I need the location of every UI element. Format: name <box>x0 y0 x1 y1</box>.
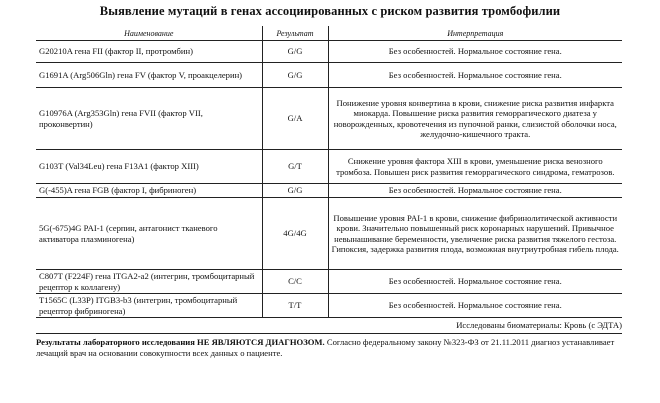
interpretation: Повышение уровня PAI-1 в крови, снижение фибринолитической активности крови. Значительно повышенный риск коронарных нарушений. Привычное невынашивание беременности, увеличение риска развития тяжелого гестоза. Гипоксия, задержка развития плода, возможная внутриутробная гибель плода. <box>328 198 622 270</box>
column-header-name: Наименование <box>36 26 262 41</box>
genotype-result: G/A <box>262 88 328 150</box>
gene-name: C807T (F224F) гена ITGA2-a2 (интегрин, тромбоцитарный рецептор к коллагену) <box>36 270 262 294</box>
column-header-result: Результат <box>262 26 328 41</box>
page-title: Выявление мутаций в генах ассоциированных с риском развития тромбофилии <box>99 4 561 18</box>
interpretation: Без особенностей. Нормальное состояние гена. <box>328 184 622 198</box>
interpretation: Снижение уровня фактора XIII в крови, уменьшение риска венозного тромбоза. Повышен риск развития геморрагического синдрома, гематрозов. <box>328 150 622 184</box>
column-header-interpretation: Интерпретация <box>328 26 622 41</box>
results-table <box>36 26 622 318</box>
interpretation: Без особенностей. Нормальное состояние гена. <box>328 270 622 294</box>
table-row <box>36 63 622 88</box>
table-row <box>36 184 622 198</box>
genotype-result: G/G <box>262 63 328 88</box>
table-row <box>36 294 622 318</box>
genotype-result: G/G <box>262 184 328 198</box>
biomaterial-note: Исследованы биоматериалы: Кровь (с ЭДТА) <box>456 320 622 330</box>
interpretation: Без особенностей. Нормальное состояние гена. <box>328 294 622 318</box>
interpretation: Без особенностей. Нормальное состояние гена. <box>328 41 622 63</box>
gene-name: G20210A гена FII (фактор II, протромбин) <box>36 41 262 63</box>
table-row <box>36 88 622 150</box>
gene-name: G(-455)A гена FGB (фактор I, фибриноген) <box>36 184 262 198</box>
genotype-result: G/T <box>262 150 328 184</box>
genotype-result: G/G <box>262 41 328 63</box>
genotype-result: T/T <box>262 294 328 318</box>
genotype-result: 4G/4G <box>262 198 328 270</box>
disclaimer <box>36 337 622 358</box>
gene-name: G103T (Val34Leu) гена F13A1 (фактор XIII) <box>36 150 262 184</box>
interpretation: Без особенностей. Нормальное состояние гена. <box>328 63 622 88</box>
disclaimer-bold: Результаты лабораторного исследования НЕ ЯВЛЯЮТСЯ ДИАГНОЗОМ. <box>36 337 325 347</box>
table-row <box>36 150 622 184</box>
gene-name: G10976A (Arg353Gln) гена FVII (фактор VII, проконвертин) <box>36 88 262 150</box>
divider <box>36 333 622 334</box>
interpretation: Понижение уровня конвертина в крови, снижение риска развития инфаркта миокарда. Повышение риска развития геморрагического диатеза у новорожденных, кровотечения из пупочной ранки, слизистой оболочки носа, желудочно-кишечного тракта. <box>328 88 622 150</box>
table-row <box>36 198 622 270</box>
gene-name: T1565C (L33P) ITGB3-b3 (интегрин, тромбоцитарный рецептор фибриногена) <box>36 294 262 318</box>
table-header-row <box>36 26 622 41</box>
gene-name: G1691A (Arg506Gln) гена FV (фактор V, проакцелерин) <box>36 63 262 88</box>
genotype-result: C/C <box>262 270 328 294</box>
table-row <box>36 270 622 294</box>
table-row <box>36 41 622 63</box>
disclaimer-text: Согласно федеральному закону №323-ФЗ от 21.11.2011 диагноз устанавливает лечащий врач на основании совокупности всех данных о пациенте. <box>36 337 615 358</box>
gene-name: 5G(-675)4G PAI-1 (серпин, антагонист тканевого активатора плазминогена) <box>36 198 262 270</box>
